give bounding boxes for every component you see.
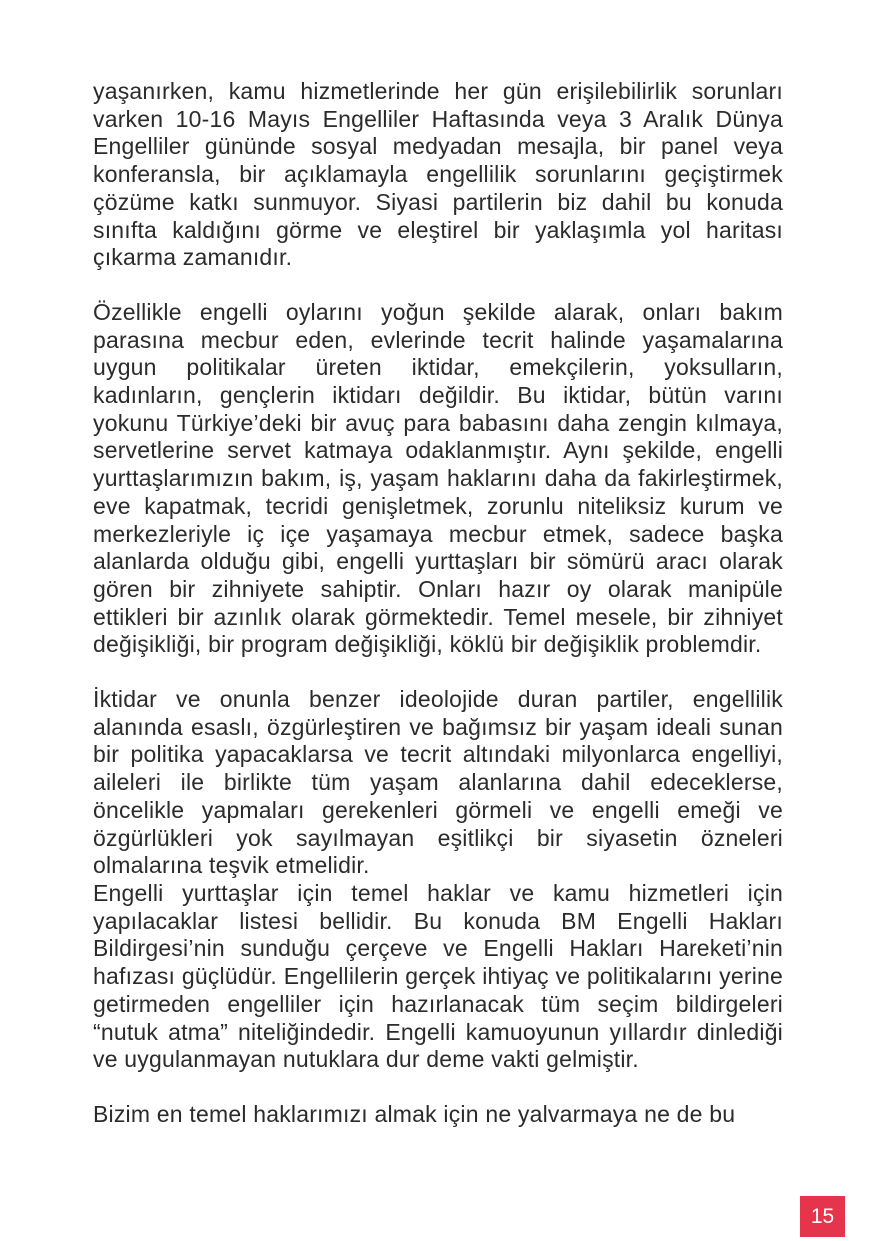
page-text-block [93, 78, 783, 1129]
paragraph-3: İktidar ve onunla benzer ideolojide duran partiler, engellilik alanında esaslı, özgürleştiren ve bağımsız bir yaşam ideali sunan bir politika yapacaklarsa ve tecrit altındaki milyonlarca engelliyi, aileleri ile birlikte tüm yaşam alanlarına dahil edeceklerse, öncelikle yapmaları gerekenleri görmeli ve engelli emeği ve özgürlükleri yok sayılmayan eşitlikçi bir siyasetin özneleri olmalarına teşvik etmelidir. [93, 686, 783, 879]
page-number-badge: 15 [800, 1196, 845, 1237]
paragraph-1: yaşanırken, kamu hizmetlerinde her gün erişilebilirlik sorunları varken 10-16 Mayıs Engelliler Haftasında veya 3 Aralık Dünya Engelliler gününde sosyal medyadan mesajla, bir panel veya konferansla, bir açıklamayla engellilik sorunlarını geçiştirmek çözüme katkı sunmuyor. Siyasi partilerin biz dahil bu konuda sınıfta kaldığını görme ve eleştirel bir yaklaşımla yol haritası çıkarma zamanıdır. [93, 78, 783, 271]
paragraph-2: Özellikle engelli oylarını yoğun şekilde alarak, onları bakım parasına mecbur eden, evlerinde tecrit halinde yaşamalarına uygun politikalar üreten iktidar, emekçilerin, yoksulların, kadınların, gençlerin iktidarı değildir. Bu iktidar, bütün varını yokunu Türkiye’deki bir avuç para babasını daha zengin kılmaya, servetlerine servet katmaya odaklanmıştır. Aynı şekilde, engelli yurttaşlarımızın bakım, iş, yaşam haklarını daha da fakirleştirmek, eve kapatmak, tecridi genişletmek, zorunlu niteliksiz kurum ve merkezleriyle iç içe yaşamaya mecbur etmek, sadece başka alanlarda olduğu gibi, engelli yurttaşları bir sömürü aracı olarak gören bir zihniyete sahiptir. Onları hazır oy olarak manipüle ettikleri bir azınlık olarak görmektedir. Temel mesele, bir zihniyet değişikliği, bir program değişikliği, köklü bir değişiklik problemdir. [93, 298, 783, 658]
paragraph-5: Bizim en temel haklarımızı almak için ne yalvarmaya ne de bu [93, 1100, 736, 1127]
paragraph-4: Engelli yurttaşlar için temel haklar ve kamu hizmetleri için yapılacaklar listesi bellidir. Bu konuda BM Engelli Hakları Bildirgesi’nin sunduğu çerçeve ve Engelli Hakları Hareketi’nin hafızası güçlüdür. Engellilerin gerçek ihtiyaç ve politikalarını yerine getirmeden engelliler için hazırlanacak tüm seçim bildirgeleri “nutuk atma” niteliğindedir. Engelli kamuoyunun yıllardır dinlediği ve uygulanmayan nutuklara dur deme vakti gelmiştir. [93, 879, 783, 1073]
